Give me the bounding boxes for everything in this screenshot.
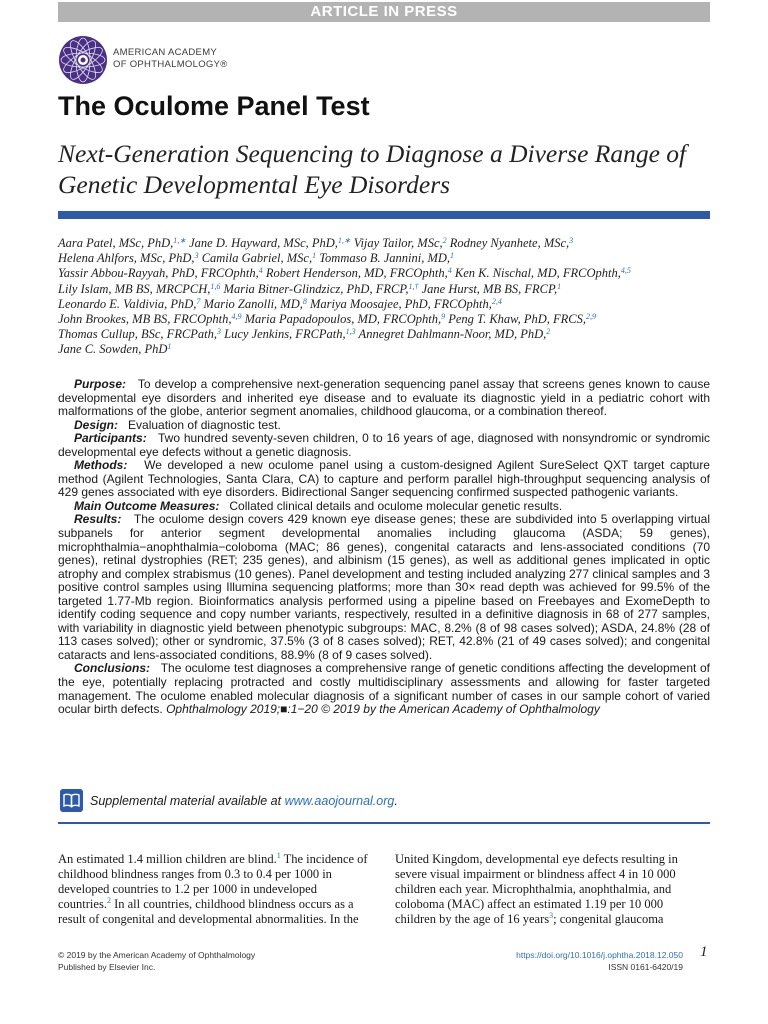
- affiliation-ref[interactable]: 1: [312, 251, 317, 261]
- body-text: ; congenital glaucoma: [553, 912, 664, 927]
- author-name: Jane C. Sowden, PhD: [58, 342, 168, 357]
- journal-link[interactable]: www.aaojournal.org: [284, 794, 395, 808]
- author-name: John Brookes, MB BS, FRCOphth,: [58, 312, 232, 327]
- author-line: [58, 297, 718, 312]
- author-name: Rodney Nyanhete, MSc,: [446, 236, 570, 250]
- author-line: [58, 327, 718, 342]
- affiliation-ref[interactable]: 4,9: [231, 312, 242, 322]
- affiliation-ref[interactable]: 9: [441, 312, 446, 322]
- abstract-label: Purpose:: [74, 377, 127, 391]
- abstract-methods: [58, 459, 710, 500]
- affiliation-ref[interactable]: 1: [450, 251, 455, 261]
- abstract-text: We developed a new oculome panel using a custom-designed Agilent SureSelect QXT target capture method (Agilent Technologies, Santa Clara, CA) to capture and perform parallel high-throughput sequencing analysis of 429 genes associated with eye disorders. Bidirectional Sanger sequencing confirmed suspected pathogenic variants.: [58, 458, 710, 500]
- abstract-text: To develop a comprehensive next-generation sequencing panel assay that screens genes known to cause developmental eye disorders and inherited eye disease and to evaluate its diagnostic yield in a pediatric cohort with malformations of the globe, anterior segment anomalies, childhood glaucoma, or a combination thereof.: [58, 377, 710, 419]
- author-name: Vijay Tailor, MSc,: [350, 236, 443, 250]
- author-name: Maria Bitner-Glindzicz, PhD, FRCP,: [220, 281, 409, 296]
- body-text: In all countries, childhood blindness occurs as a: [110, 897, 354, 912]
- affiliation-ref[interactable]: 1,3: [345, 327, 356, 337]
- subtitle-line-2: Genetic Developmental Eye Disorders: [58, 170, 451, 199]
- affiliation-ref[interactable]: 1,∗: [337, 236, 351, 245]
- author-name: Camila Gabriel, MSc,: [198, 251, 313, 266]
- reference-link[interactable]: 2: [106, 896, 111, 906]
- body-line: developed countries to 1.2 per 1000 in undeveloped: [58, 882, 317, 897]
- author-line: [58, 312, 718, 327]
- publisher-text: Published by Elsevier Inc.: [58, 961, 156, 972]
- abstract-label: Main Outcome Measures:: [74, 498, 220, 513]
- affiliation-ref[interactable]: 3: [569, 236, 574, 245]
- affiliation-ref[interactable]: 1: [557, 281, 562, 291]
- organization-name: [113, 47, 228, 71]
- abstract-label: Design:: [74, 417, 119, 432]
- footer-identifiers: [516, 950, 683, 973]
- supplemental-end: .: [394, 794, 398, 808]
- body-column-right: [395, 852, 710, 927]
- affiliation-ref[interactable]: 1,6: [210, 281, 221, 291]
- subtitle-line-1: Next-Generation Sequencing to Diagnose a Diverse Range of: [58, 139, 687, 168]
- abstract-label: Results:: [74, 512, 122, 527]
- body-line: result of congenital and developmental abnormalities. In the: [58, 912, 359, 927]
- issn-text: ISSN 0161-6420/19: [608, 961, 683, 972]
- abstract-text: The oculome design covers 429 known eye disease genes; these are subdivided into 5 overlapping virtual subpanels for anterior segment developmental anomalies including glaucoma (ASDA; 59 genes), microphthalmia−anophthalmia−coloboma (MAC; 86 genes), congenital cataracts and lens-associated conditions (70 genes), retinal dystrophies (RET; 235 genes), and albinism (15 genes), as well as additional genes implicated in optic atrophy and complex strabismus (10 genes). Panel development and testing included analyzing 277 clinical samples and 3 positive control samples using Illumina sequencing platforms; more than 30× read depth was achieved for 99.5% of the targeted 1.77-Mb region. Bioinformatics analysis performed using a pipeline based on Freebayes and ExomeDepth to identify coding sequence and copy number variants, respectively, resulted in a definitive diagnosis in 68 of 277 samples, with variability in diagnostic yield between phenotypic subgroups: MAC, 8.2% (8 of 98 cases solved); ASDA, 24.8% (28 of 113 cases solved); other or syndromic, 37.5% (3 of 8 cases solved); RET, 42.8% (21 of 49 cases solved); and congenital cataracts and lens-associated conditions, 88.9% (8 of 9 cases solved).: [58, 512, 710, 662]
- author-line: [58, 342, 718, 357]
- author-name: Lucy Jenkins, FRCPath,: [221, 327, 346, 342]
- affiliation-ref[interactable]: 1,∗: [173, 236, 186, 245]
- author-name: Thomas Cullup, BSc, FRCPath,: [58, 327, 218, 342]
- author-name: Lily Islam, MB BS, MRCPCH,: [58, 281, 211, 296]
- author-name: Tommaso B. Jannini, MD,: [316, 251, 451, 266]
- author-name: Maria Papadopoulos, MD, FRCOphth,: [241, 312, 442, 327]
- affiliation-ref[interactable]: 3: [194, 251, 199, 261]
- journal-citation: Ophthalmology 2019;■:1−20 © 2019 by the American Academy of Ophthalmology: [166, 702, 600, 717]
- abstract-text: The oculome test diagnoses a comprehensive range of genetic conditions affecting the development of the eye, potentially replacing protracted and costly multidisciplinary assessments and allowing for faster targeted management. The oculome enabled molecular diagnosis of a significant number of cases in our sample cohort of varied ocular birth defects.: [58, 661, 710, 717]
- footer-copyright: [58, 950, 255, 973]
- body-text: countries.: [58, 897, 107, 912]
- author-name: Peng T. Khaw, PhD, FRCS,: [445, 312, 586, 327]
- affiliation-ref[interactable]: 7: [196, 296, 201, 306]
- author-name: Jane Hurst, MB BS, FRCP,: [418, 281, 558, 296]
- author-line: [58, 236, 718, 251]
- body-line: [395, 912, 710, 927]
- abstract-text: Two hundred seventy-seven children, 0 to 16 years of age, diagnosed with nonsyndromic or syndromic developmental eye defects without a genetic diagnosis.: [58, 431, 710, 459]
- author-name: Aara Patel, MSc, PhD,: [58, 236, 174, 250]
- abstract-text: Collated clinical details and oculome molecular genetic results.: [229, 498, 563, 513]
- author-name: Mariya Moosajee, PhD, FRCOphth,: [306, 296, 492, 311]
- abstract-design: [58, 419, 710, 433]
- reference-link[interactable]: 1: [276, 851, 281, 860]
- author-name: Helena Ahlfors, MSc, PhD,: [58, 251, 195, 266]
- abstract-label: Conclusions:: [74, 661, 151, 676]
- author-name: Leonardo E. Valdivia, PhD,: [58, 296, 197, 311]
- author-name: Mario Zanolli, MD,: [200, 296, 303, 311]
- body-text: An estimated 1.4 million children are blind.: [58, 852, 277, 866]
- supplemental-label: Supplemental material available at: [90, 794, 285, 808]
- author-line: [58, 251, 718, 266]
- abstract-outcome-measures: [58, 500, 710, 514]
- affiliation-ref[interactable]: 1,†: [408, 281, 419, 291]
- abstract-label: Participants:: [74, 431, 147, 446]
- abstract-purpose: [58, 378, 710, 419]
- abstract-divider: [58, 822, 710, 824]
- body-line: [58, 897, 373, 912]
- abstract-label: Methods:: [74, 458, 128, 473]
- article-title: The Oculome Panel Test: [58, 91, 370, 121]
- affiliation-ref[interactable]: 4,5: [620, 266, 631, 276]
- affiliation-ref[interactable]: 3: [217, 327, 222, 337]
- body-line: children each year. Microphthalmia, anophthalmia, and: [395, 882, 672, 897]
- title-divider: [58, 211, 710, 219]
- affiliation-ref[interactable]: 2: [546, 327, 551, 337]
- body-line: childhood blindness ranges from 0.3 to 0.4 per 1000 in: [58, 867, 332, 882]
- author-name: Yassir Abbou-Rayyah, PhD, FRCOphth,: [58, 266, 259, 281]
- abstract-conclusions: [58, 662, 710, 716]
- body-line: severe visual impairment or blindness affect 4 in 10 000: [395, 867, 676, 882]
- author-line: [58, 266, 718, 281]
- supplemental-material: [58, 789, 710, 817]
- affiliation-ref[interactable]: 4: [258, 266, 263, 276]
- aao-logo-icon: [58, 35, 108, 85]
- body-text: The incidence of: [280, 852, 368, 866]
- body-column-left: [58, 852, 373, 927]
- author-line: [58, 282, 718, 297]
- author-name: Annegret Dahlmann-Noor, MD, PhD,: [355, 327, 547, 342]
- org-line-1: AMERICAN ACADEMY: [113, 47, 218, 58]
- body-line: coloboma (MAC) affect an estimated 1.19 per 10 000: [395, 897, 664, 912]
- article-in-press-banner: ARTICLE IN PRESS: [58, 2, 710, 22]
- page-number: 1: [700, 944, 708, 960]
- structured-abstract: [58, 378, 710, 717]
- affiliation-ref[interactable]: 1: [167, 342, 172, 352]
- supplemental-text: [90, 794, 398, 808]
- reference-link[interactable]: 3: [549, 911, 554, 921]
- affiliation-ref[interactable]: 2,9: [585, 312, 596, 322]
- book-icon: [60, 789, 83, 812]
- affiliation-ref[interactable]: 4: [447, 266, 452, 276]
- author-list: [58, 236, 718, 358]
- affiliation-ref[interactable]: 2,4: [491, 296, 502, 306]
- author-name: Ken K. Nischal, MD, FRCOphth,: [451, 266, 621, 281]
- affiliation-ref[interactable]: 2: [442, 236, 447, 245]
- body-text: children by the age of 16 years: [395, 912, 550, 927]
- body-line: United Kingdom, developmental eye defects resulting in: [395, 852, 678, 866]
- org-line-2: OF OPHTHALMOLOGY®: [113, 59, 228, 70]
- abstract-participants: [58, 432, 710, 459]
- article-subtitle: [58, 138, 718, 200]
- body-line: [58, 852, 373, 867]
- abstract-results: [58, 513, 710, 662]
- author-name: Jane D. Hayward, MSc, PhD,: [185, 236, 338, 250]
- doi-link[interactable]: https://doi.org/10.1016/j.ophtha.2018.12.050: [516, 950, 683, 960]
- copyright-text: © 2019 by the American Academy of Ophthalmology: [58, 950, 256, 960]
- affiliation-ref[interactable]: 8: [302, 296, 307, 306]
- abstract-text: Evaluation of diagnostic test.: [128, 417, 281, 432]
- author-name: Robert Henderson, MD, FRCOphth,: [262, 266, 448, 281]
